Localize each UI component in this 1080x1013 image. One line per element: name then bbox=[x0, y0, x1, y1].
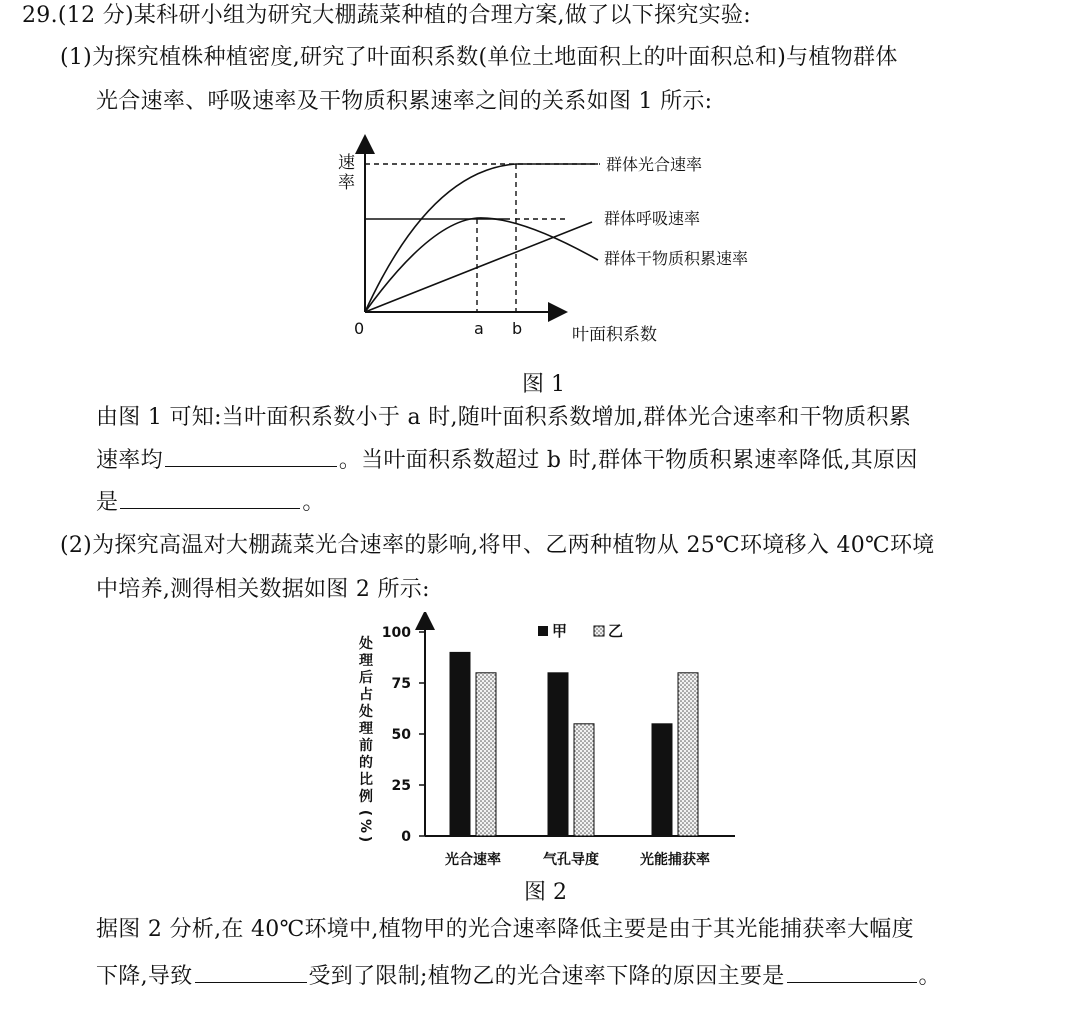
q1-line1: 由图 1 可知:当叶面积系数小于 a 时,随叶面积系数增加,群体光合速率和干物质积累 bbox=[96, 405, 912, 430]
q2-line2 bbox=[96, 960, 941, 991]
fig2-category-label: 光能捕获率 bbox=[640, 852, 710, 868]
fig2-ylabel-char: ) bbox=[357, 835, 373, 843]
fig1-curve-photosynthesis bbox=[365, 164, 598, 312]
q1-line2-end: 。当叶面积系数超过 b 时,群体干物质积累速率降低,其原因 bbox=[338, 448, 918, 473]
q2-line2-mid: 受到了限制;植物乙的光合速率下降的原因主要是 bbox=[308, 964, 785, 989]
fig2-ytick-label: 25 bbox=[391, 778, 411, 794]
fig2-ytick-label: 50 bbox=[391, 727, 411, 743]
figure2-chart bbox=[0, 612, 1080, 882]
fig1-tick-b: b bbox=[512, 319, 523, 338]
answer-blank-3[interactable] bbox=[195, 960, 307, 983]
fig2-legend-swatch-yi bbox=[594, 626, 604, 636]
part2-line2: 中培养,测得相关数据如图 2 所示: bbox=[96, 577, 430, 602]
fig1-curve-respiration-rise bbox=[365, 222, 592, 312]
fig1-y-label-1: 速 bbox=[338, 153, 355, 173]
q1-line2-start: 速率均 bbox=[96, 448, 163, 473]
q1-line3-end: 。 bbox=[302, 490, 325, 515]
q2-line1: 据图 2 分析,在 40℃环境中,植物甲的光合速率降低主要是由于其光能捕获率大幅度 bbox=[96, 917, 914, 942]
fig1-caption: 图 1 bbox=[522, 372, 565, 397]
answer-blank-4[interactable] bbox=[787, 960, 917, 983]
fig2-legend-swatch-jia bbox=[538, 626, 548, 636]
fig2-category-label: 光合速率 bbox=[445, 852, 501, 868]
q2-line2-end: 。 bbox=[918, 964, 941, 989]
fig2-bar-yi bbox=[476, 673, 496, 836]
answer-blank-1[interactable] bbox=[165, 444, 337, 467]
fig2-bar-yi bbox=[678, 673, 698, 836]
fig2-ylabel-char: % bbox=[357, 818, 373, 834]
fig2-ytick-label: 100 bbox=[381, 625, 411, 641]
fig2-ytick-label: 0 bbox=[401, 829, 411, 845]
fig2-bar-jia bbox=[450, 652, 470, 836]
fig2-bar-jia bbox=[548, 673, 568, 836]
fig1-x-label: 叶面积系数 bbox=[572, 325, 657, 345]
q2-line2-start: 下降,导致 bbox=[96, 964, 193, 989]
fig2-caption: 图 2 bbox=[524, 880, 567, 905]
fig2-ylabel-char: 理 bbox=[359, 721, 373, 737]
fig2-bar-jia bbox=[652, 724, 672, 836]
fig2-ylabel-char: 理 bbox=[359, 653, 373, 669]
fig2-ylabel-char: 处 bbox=[359, 636, 373, 652]
figure1 bbox=[0, 130, 1080, 380]
fig1-y-label-2: 率 bbox=[338, 173, 355, 193]
fig2-ylabel-char: 占 bbox=[359, 687, 373, 703]
fig2-legend-label-yi: 乙 bbox=[608, 622, 624, 640]
fig2-ylabel-char: 后 bbox=[359, 670, 373, 686]
fig1-label-photosynthesis: 群体光合速率 bbox=[606, 155, 703, 174]
fig2-ylabel-char: ( bbox=[357, 809, 373, 817]
fig2-ylabel-char: 前 bbox=[359, 738, 373, 754]
fig2-ylabel-char: 比 bbox=[359, 772, 373, 788]
q1-line3 bbox=[96, 486, 325, 517]
q1-line3-start: 是 bbox=[96, 490, 119, 515]
fig2-ylabel-char: 例 bbox=[359, 789, 373, 805]
fig1-origin: 0 bbox=[354, 319, 365, 338]
fig2-ylabel-char: 的 bbox=[359, 755, 373, 771]
question-header: 29.(12 分)某科研小组为研究大棚蔬菜种植的合理方案,做了以下探究实验: bbox=[22, 3, 751, 28]
fig1-label-drymatter: 群体干物质积累速率 bbox=[604, 249, 749, 268]
fig2-ytick-label: 75 bbox=[391, 676, 411, 692]
part1-line2: 光合速率、呼吸速率及干物质积累速率之间的关系如图 1 所示: bbox=[96, 89, 713, 114]
part1-line1: (1)为探究植株种植密度,研究了叶面积系数(单位土地面积上的叶面积总和)与植物群体 bbox=[60, 45, 898, 70]
q1-line2 bbox=[96, 444, 918, 475]
fig2-ylabel-char: 处 bbox=[359, 704, 373, 720]
answer-blank-2[interactable] bbox=[120, 486, 300, 509]
fig2-category-label: 气孔导度 bbox=[543, 852, 599, 868]
fig2-bar-yi bbox=[574, 724, 594, 836]
part2-line1: (2)为探究高温对大棚蔬菜光合速率的影响,将甲、乙两种植物从 25℃环境移入 40℃环境 bbox=[60, 533, 935, 558]
fig1-tick-a: a bbox=[474, 319, 484, 338]
fig1-label-respiration: 群体呼吸速率 bbox=[604, 209, 701, 228]
fig2-legend-label-jia: 甲 bbox=[552, 622, 568, 640]
